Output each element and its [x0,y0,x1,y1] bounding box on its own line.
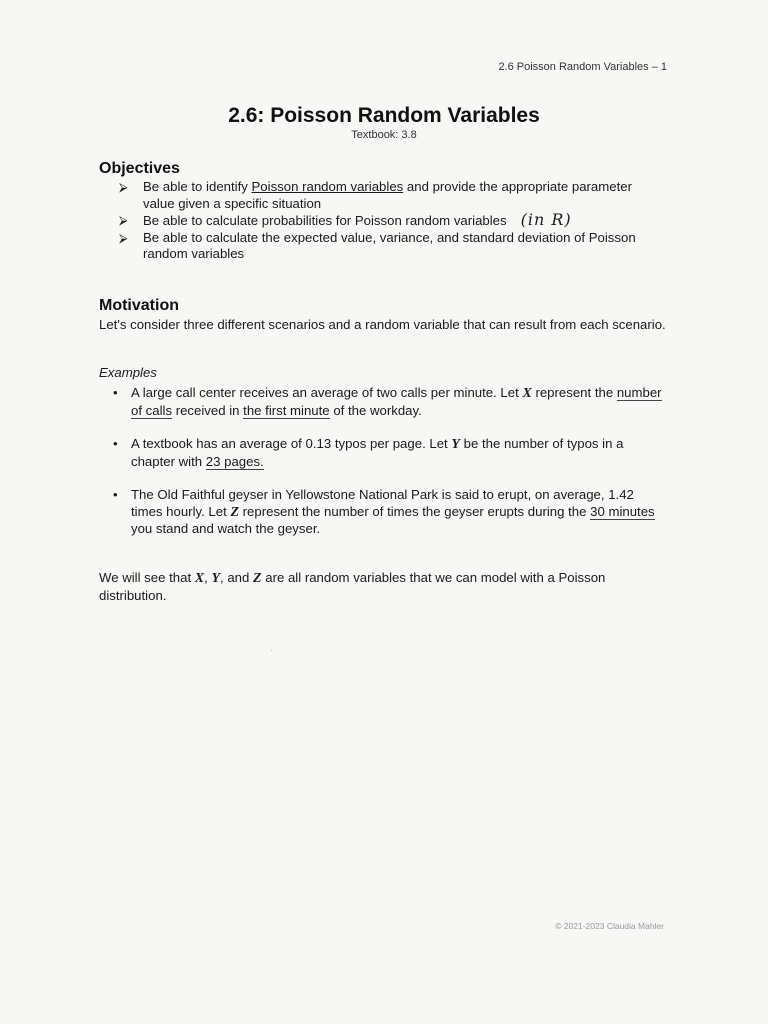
examples-heading: Examples [99,365,157,380]
handwritten-underline: the first minute [243,402,330,418]
running-header: 2.6 Poisson Random Variables – 1 [498,61,667,73]
page-title: 2.6: Poisson Random Variables [228,104,540,127]
example-item: • A textbook has an average of 0.13 typos per page. Let Y be the number of typos in a chapter with 23 pages. [113,436,624,469]
objective-item: ⮚ Be able to calculate probabilities for Poisson random variables (in R) [119,210,572,229]
example-item: • A large call center receives an average of two calls per minute. Let X represent the number of calls received in the first minute of the workday. [113,385,662,418]
objectives-heading: Objectives [99,160,180,177]
motivation-text: Let's consider three different scenarios and a random variable that can result from each scenario. [99,317,666,332]
objective-item: ⮚ Be able to identify Poisson random variables and provide the appropriate parameter value given a specific situation [119,179,632,211]
bullet-icon: • [113,436,118,451]
scan-speck [271,650,272,651]
objectives-list [119,179,659,263]
motivation-heading: Motivation [99,297,179,314]
handwritten-underline: number of calls [131,385,662,418]
page-subtitle: Textbook: 3.8 [351,129,417,141]
example-item: • The Old Faithful geyser in Yellowstone National Park is said to erupt, on average, 1.42 times hourly. Let Z represent the number of times the geyser erupts during the 30 minutes you stand and watch the geyser. [113,487,655,536]
handwritten-underline: 23 pages. [205,453,264,469]
handwritten-underline: 30 minutes [590,503,655,519]
bullet-icon: • [113,487,118,502]
poisson-underlined-term: Poisson random variables [251,179,404,194]
conclusion-text: We will see that X, Y, and Z are all random variables that we can model with a Poisson distribution. [99,570,606,603]
arrow-bullet-icon: ⮚ [119,213,128,227]
handwritten-note: (in R) [520,210,572,229]
objective-item: ⮚ Be able to calculate the expected value, variance, and standard deviation of Poisson random variables [119,229,636,261]
bullet-icon: • [113,385,118,400]
arrow-bullet-icon: ⮚ [119,180,128,194]
arrow-bullet-icon: ⮚ [119,230,128,245]
copyright-footer: © 2021-2023 Claudia Mahler [555,921,664,931]
